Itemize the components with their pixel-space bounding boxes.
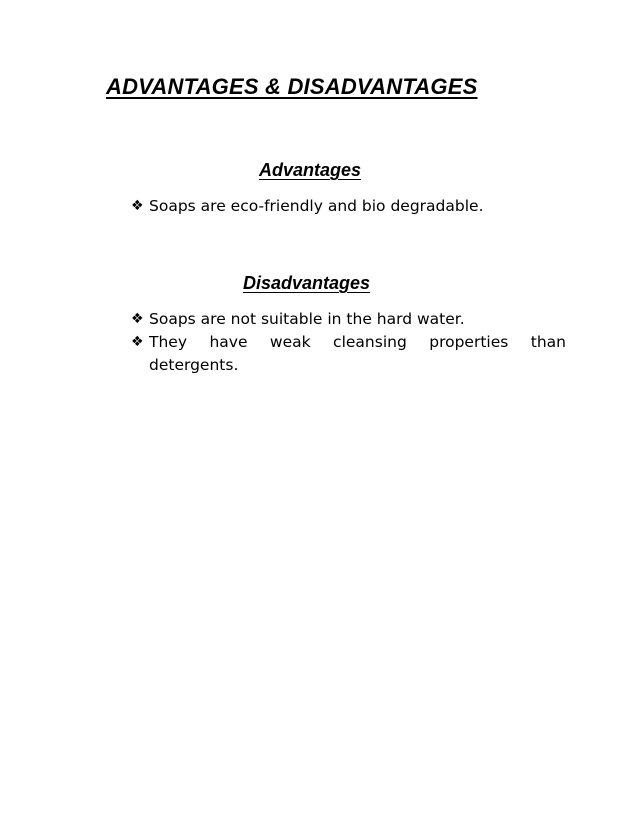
diamond-bullet-icon: ❖ bbox=[131, 311, 144, 327]
list-item-text: Soaps are eco-friendly and bio degradable. bbox=[149, 197, 484, 215]
list-item bbox=[131, 195, 571, 218]
diamond-bullet-icon: ❖ bbox=[131, 334, 144, 350]
list-item bbox=[131, 308, 566, 331]
list-item bbox=[131, 331, 566, 377]
disadvantages-heading: Disadvantages bbox=[243, 273, 371, 293]
disadvantages-list bbox=[131, 308, 566, 377]
advantages-list bbox=[131, 195, 571, 218]
list-item-text: They have weak cleansing properties than detergents. bbox=[149, 333, 566, 374]
page-title: ADVANTAGES & DISADVANTAGES bbox=[106, 74, 478, 99]
diamond-bullet-icon: ❖ bbox=[131, 198, 144, 214]
advantages-heading: Advantages bbox=[259, 160, 362, 180]
list-item-text: Soaps are not suitable in the hard water. bbox=[149, 310, 465, 328]
